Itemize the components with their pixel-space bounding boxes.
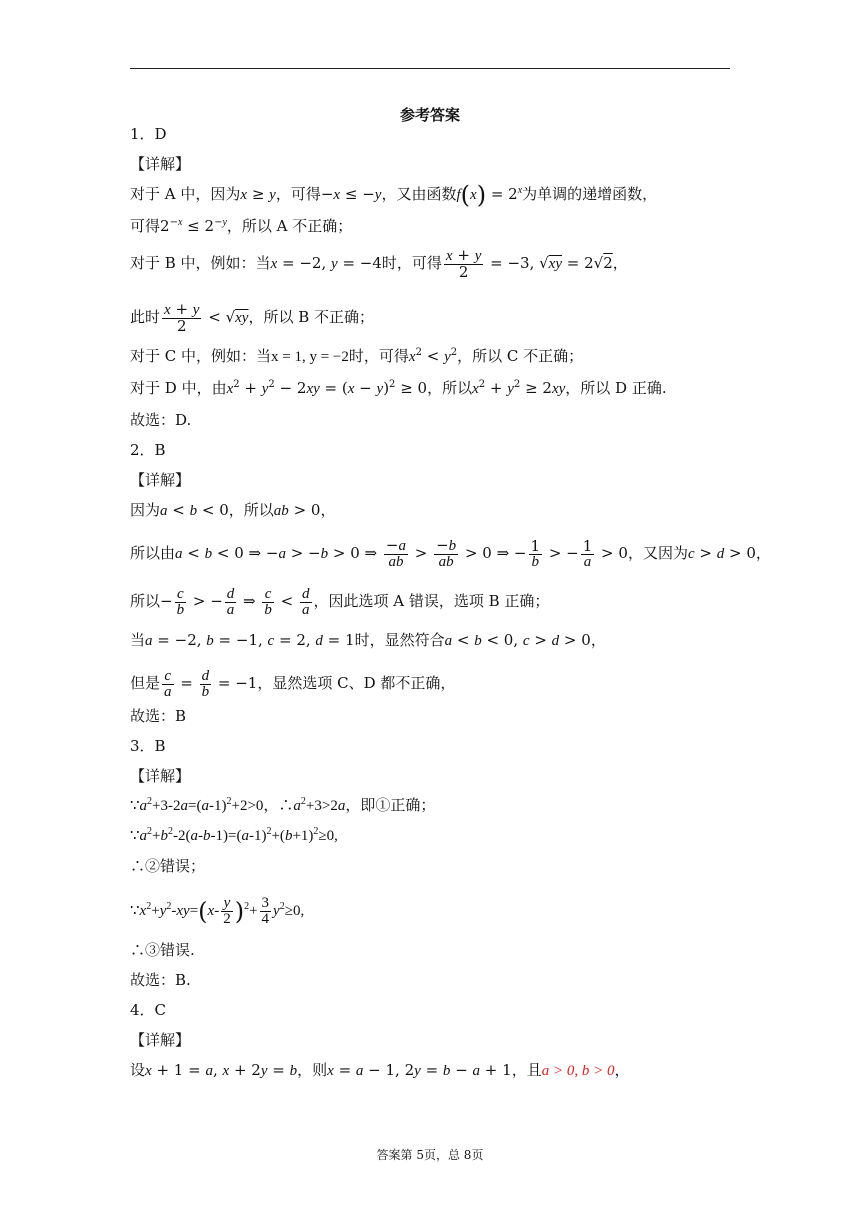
q1-line-a: 对于 A 中，因为x ≥ y，可得−x ≤ −y，又由函数$f(x) = 2^x$为单调的递增函数，: [130, 181, 658, 209]
q3-conclusion: 故选：B.: [130, 971, 191, 989]
q2-line-e: 但是 $\frac{c}{a}$ = $\frac{d}{b}$ = −1，显然选项 C、D 都不正确，: [130, 668, 456, 700]
q1-line-e: 对于 C 中，例如：当x = 1, y = −2时，可得$x^2 < y^2$，所以 C 不正确；: [130, 347, 584, 365]
q3-detail-label: 【详解】: [130, 767, 191, 785]
header-rule: [130, 68, 730, 69]
q2-line-a: 因为a < b < 0，所以ab > 0，: [130, 501, 336, 519]
q4-condition-highlight: a > 0, b > 0: [541, 1063, 615, 1079]
q2-line-b: 所以由a < b < 0 ⇒ −a > −b > 0 ⇒ $\frac{-a}{ab}$ > $\frac{-b}{ab}$ > 0 ⇒ − $\frac{1}{b}$ > − $\frac{1}{a}$ > 0，又因为c > d > 0，: [130, 536, 771, 570]
q3-line-a: $\because a^2+3-2a=(a-1)^2+2>0$，$\therefore a^2+3>2a$，即①正确；: [130, 796, 436, 814]
q1-detail-label: 【详解】: [130, 155, 191, 173]
q3-heading: 3．B: [130, 737, 166, 755]
q2-heading: 2．B: [130, 441, 166, 459]
q1-line-d: 此时 $\frac{x + y}{2}$ < √xy，所以 B 不正确；: [130, 300, 375, 335]
q1-line-f: 对于 D 中，由$x^2 + y^2 - 2xy = (x - y)^2 \ge 0$，所以$x^2 + y^2 \ge 2xy$，所以 D 正确.: [130, 379, 667, 397]
page-footer: 答案第 5页，总 8页: [376, 1148, 484, 1162]
q1-line-c: 对于 B 中，例如：当x = −2, y = −4时，可得 $\frac{x + y}{2}$ = −3, √xy = 2√2，: [130, 246, 628, 281]
q2-conclusion: 故选：B: [130, 707, 187, 725]
q2-detail-label: 【详解】: [130, 471, 191, 489]
q1-heading: 1．D: [130, 125, 167, 143]
q1-conclusion: 故选：D.: [130, 411, 192, 429]
q3-line-b: $\because a^2+b^2-2(a-b-1)=(a-1)^2+(b+1)^2\ge 0$,: [130, 826, 338, 844]
q4-heading: 4．C: [130, 1001, 167, 1019]
q2-line-c: 所以− $\frac{c}{b}$ > − $\frac{d}{a}$ ⇒ $\frac{c}{b}$ < $\frac{d}{a}$ ，因此选项 A 错误，选项 B 正确；: [130, 586, 550, 618]
q1-line-b: 可得$2^{-x} \le 2^{-y}$，所以 A 不正确；: [130, 217, 353, 235]
q3-line-c: ∴②错误；: [130, 857, 206, 875]
q4-line-a: 设x + 1 = a, x + 2y = b，则x = a − 1, 2y = b − a + 1，且a > 0, b > 0，: [130, 1061, 630, 1079]
q2-line-d: 当a = −2, b = −1, c = 2, d = 1时，显然符合a < b < 0, c > d > 0，: [130, 631, 606, 649]
q3-line-e: ∴③错误.: [130, 941, 195, 959]
q4-detail-label: 【详解】: [130, 1031, 191, 1049]
page-title: 参考答案: [399, 106, 460, 124]
q3-line-d: $\because x^2+y^2-xy=(x-$ $\frac{y}{2}$ )$^2$+ $\frac{3}{4}$ $y^2\ge 0$,: [130, 895, 305, 927]
